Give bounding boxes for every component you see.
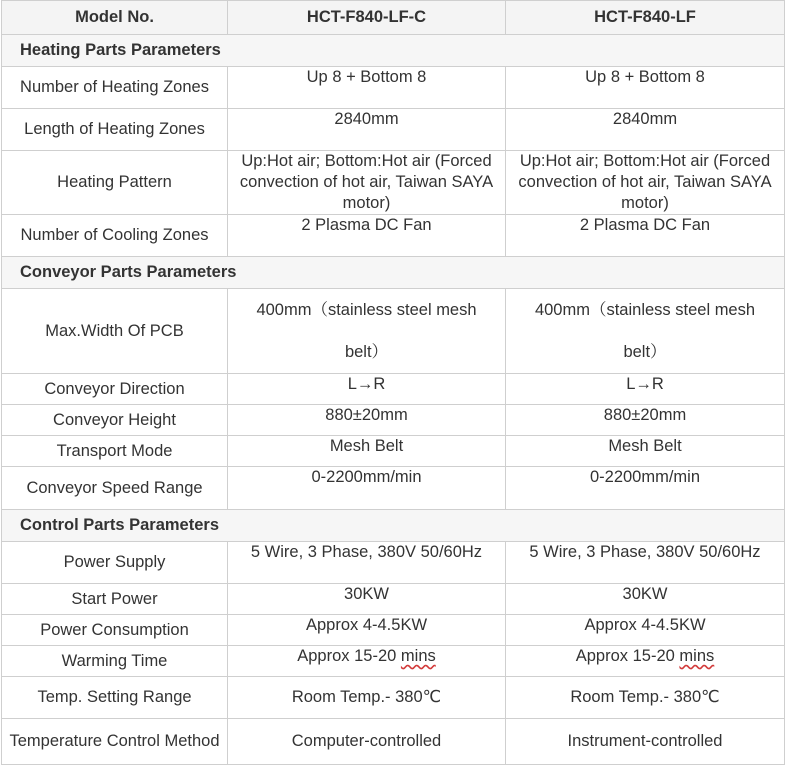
table-row [2, 467, 785, 510]
row-label: Start Power [2, 584, 228, 615]
row-label: Conveyor Speed Range [2, 467, 228, 510]
value-model-a: 5 Wire, 3 Phase, 380V 50/60Hz [228, 542, 506, 584]
row-label: Transport Mode [2, 436, 228, 467]
value-model-b: Room Temp.- 380℃ [506, 677, 785, 719]
row-label: Conveyor Height [2, 405, 228, 436]
value-model-b [506, 289, 785, 374]
value-line: belt） [344, 343, 389, 361]
row-label: Power Supply [2, 542, 228, 584]
value-model-a: L→R [228, 374, 506, 405]
value-model-b: Instrument-controlled [506, 719, 785, 765]
row-label: Power Consumption [2, 615, 228, 646]
spec-table [1, 0, 785, 765]
section-row-control [2, 510, 785, 542]
row-label: Temperature Control Method [2, 719, 228, 765]
value-model-a [228, 646, 506, 677]
value-model-b: Up 8 + Bottom 8 [506, 67, 785, 109]
row-label: Max.Width Of PCB [2, 289, 228, 374]
value-model-b: 5 Wire, 3 Phase, 380V 50/60Hz [506, 542, 785, 584]
value-model-b: 30KW [506, 584, 785, 615]
row-label: Conveyor Direction [2, 374, 228, 405]
row-label: Length of Heating Zones [2, 109, 228, 151]
row-label: Temp. Setting Range [2, 677, 228, 719]
spellcheck-mark: mins [400, 647, 436, 665]
table-row [2, 289, 785, 374]
value-model-b: Mesh Belt [506, 436, 785, 467]
section-title: Conveyor Parts Parameters [2, 257, 785, 289]
row-label: Number of Cooling Zones [2, 215, 228, 257]
value-model-b: 880±20mm [506, 405, 785, 436]
table-row [2, 719, 785, 765]
table-row [2, 215, 785, 257]
value-line: 400mm（stainless steel mesh [256, 301, 477, 319]
value-model-b: Up:Hot air; Bottom:Hot air (Forced convection of hot air, Taiwan SAYA motor) [506, 151, 785, 215]
table-row [2, 67, 785, 109]
value-model-b: 0-2200mm/min [506, 467, 785, 510]
value-model-a: 30KW [228, 584, 506, 615]
value-model-a: Room Temp.- 380℃ [228, 677, 506, 719]
value-model-b: Approx 4-4.5KW [506, 615, 785, 646]
row-label: Warming Time [2, 646, 228, 677]
table-row [2, 646, 785, 677]
table-row [2, 151, 785, 215]
value-model-b [506, 646, 785, 677]
table-row [2, 374, 785, 405]
row-label: Number of Heating Zones [2, 67, 228, 109]
header-model-a: HCT-F840-LF-C [228, 1, 506, 35]
value-model-a: 880±20mm [228, 405, 506, 436]
section-title: Heating Parts Parameters [2, 35, 785, 67]
value-model-b: 2 Plasma DC Fan [506, 215, 785, 257]
table-row [2, 405, 785, 436]
row-label: Heating Pattern [2, 151, 228, 215]
value-text: Approx 15-20 [575, 647, 680, 665]
value-model-b: L→R [506, 374, 785, 405]
value-model-a: Up:Hot air; Bottom:Hot air (Forced convection of hot air, Taiwan SAYA motor) [228, 151, 506, 215]
value-model-b: 2840mm [506, 109, 785, 151]
value-model-a: Mesh Belt [228, 436, 506, 467]
spellcheck-mark: mins [679, 647, 715, 665]
value-model-a: Computer-controlled [228, 719, 506, 765]
value-line: 400mm（stainless steel mesh [534, 301, 756, 319]
table-row [2, 584, 785, 615]
value-model-a: Approx 4-4.5KW [228, 615, 506, 646]
table-row [2, 615, 785, 646]
value-model-a [228, 289, 506, 374]
value-model-a: 0-2200mm/min [228, 467, 506, 510]
section-row-conveyor [2, 257, 785, 289]
section-row-heating [2, 35, 785, 67]
table-row [2, 677, 785, 719]
header-model-b: HCT-F840-LF [506, 1, 785, 35]
header-label: Model No. [2, 1, 228, 35]
header-row [2, 1, 785, 35]
value-model-a: 2 Plasma DC Fan [228, 215, 506, 257]
table-row [2, 542, 785, 584]
table-row [2, 436, 785, 467]
table-row [2, 109, 785, 151]
value-model-a: Up 8 + Bottom 8 [228, 67, 506, 109]
section-title: Control Parts Parameters [2, 510, 785, 542]
value-model-a: 2840mm [228, 109, 506, 151]
value-text: Approx 15-20 [297, 647, 401, 665]
value-line: belt） [623, 343, 667, 361]
